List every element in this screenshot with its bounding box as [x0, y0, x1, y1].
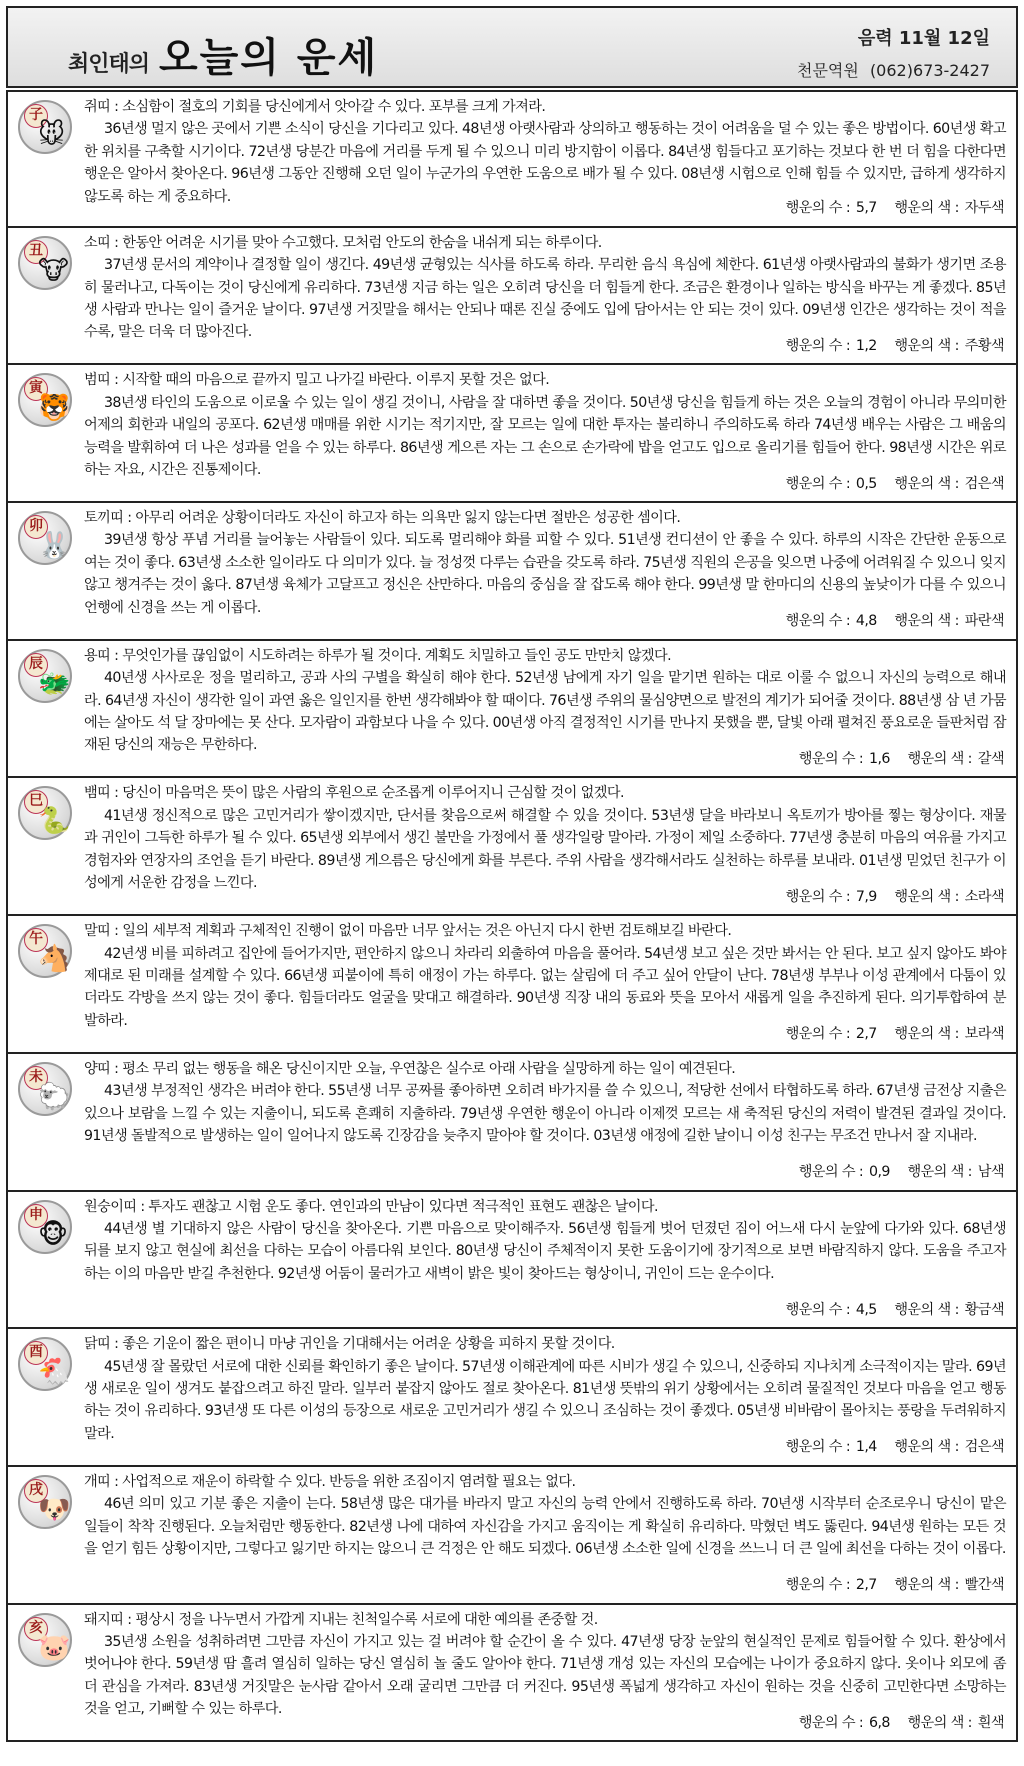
luck-number: 6,8: [869, 1714, 890, 1731]
zodiac-row: [6, 916, 1018, 1054]
zodiac-emblem: [8, 641, 84, 777]
luck-color-label: 행운의 색 :: [894, 1577, 963, 1594]
zodiac-row: [6, 1605, 1018, 1743]
contact-info: [791, 58, 990, 81]
luck-color: 갈색: [977, 751, 1004, 768]
zodiac-emblem: [8, 1054, 84, 1190]
zodiac-hanja-icon: 酉: [24, 1341, 48, 1365]
luck-number: 1,2: [855, 337, 877, 354]
luck-number: 5,7: [855, 200, 877, 217]
luck-color: 검은색: [964, 1439, 1004, 1456]
zodiac-body: 45년생 잘 몰랐던 서로에 대한 신뢰를 확인하기 좋은 날이다. 57년생 이해관계에 따른 시비가 생길 수 있으니, 신중하되 지나치게 소극적이지는 말라. 69년생 새로운 일이 생겨도 붙잡으려고 하진 말라. 일부러 붙잡지 않아도 절로 찾아온다. 81년생 뜻밖의 위기 상황에서는 오히려 물질적인 것보다 마음을 얻고 행동하는 것이 유리하다. 93년생 또 다른 이성의 등장으로 새로운 고민거리가 생길 수 있으니 조심하는 것이 좋겠다. 05년생 비바람이 몰아치는 풍랑을 두려워하지 말라.: [84, 1358, 1006, 1442]
luck-info: [784, 610, 1004, 632]
luck-number-label: 행운의 수 :: [785, 1439, 854, 1456]
zodiac-emblem: [8, 1467, 84, 1603]
luck-info: [784, 1436, 1004, 1458]
page-title: 오늘의 운세: [159, 35, 379, 81]
luck-info: [784, 473, 1004, 495]
luck-color-label: 행운의 색 :: [907, 1714, 976, 1731]
zodiac-animal-icon: 🐷: [38, 1632, 71, 1663]
zodiac-emblem: [8, 92, 84, 226]
zodiac-hanja-icon: 巳: [24, 790, 48, 814]
luck-number-label: 행운의 수 :: [798, 751, 868, 768]
header-banner: [6, 6, 1018, 88]
zodiac-headline: 닭띠 : 좋은 기운이 짧은 편이니 마냥 귀인을 기대해서는 어려운 상황을 피하지 못할 것이다.: [84, 1336, 615, 1353]
zodiac-animal-icon: 🐵: [38, 1219, 69, 1250]
zodiac-animal-icon: 🐲: [38, 668, 71, 699]
zodiac-row: [6, 1467, 1018, 1605]
zodiac-body: 35년생 소원을 성취하려면 그만큼 자신이 가지고 있는 걸 버려야 할 순간이 올 수 있다. 47년생 당장 눈앞의 현실적인 문제로 힘들어할 수 있다. 환상에서 벗어나야 한다. 59년생 땀 흘려 열심히 일하는 당신 열심히 놀 줄도 알아야 한다. 71년생 개성 있는 자신의 모습에는 나이가 중요하지 않다. 옷이나 외모에 좀 더 관심을 가져라. 83년생 거짓말은 눈사람 같아서 오래 굴리면 그만큼 더 커진다. 95년생 폭넓게 생각하고 자신이 원하는 것을 신중히 고민한다면 소망하는 것을 얻고, 기뻐할 수 있는 하루다.: [84, 1633, 1006, 1718]
luck-color: 빨간색: [964, 1577, 1004, 1594]
zodiac-body: 38년생 타인의 도움으로 이로울 수 있는 일이 생길 것이니, 사람을 잘 대하면 좋을 것이다. 50년생 당신을 힘들게 하는 것은 오늘의 경험이 아니라 무의미한 어제의 회한과 내일의 공포다. 62년생 매매를 위한 시기는 적기지만, 잘 모르는 일에 대한 투자는 불리하니 주의하도록 하라 74년생 배우는 사람은 그 배움의 능력을 발휘하여 더 나은 성과를 얻을 수 있는 하루다. 86년생 게으른 자는 그 손으로 손가락에 밥을 얻고도 입으로 올리기를 힘들어 한다. 98년생 시간은 위로하는 자요, 시간은 진통제이다.: [84, 394, 1006, 478]
zodiac-list: [6, 90, 1018, 1760]
zodiac-hanja-icon: 卯: [24, 515, 48, 539]
zodiac-animal-icon: 🐭: [38, 120, 66, 150]
luck-number-label: 행운의 수 :: [785, 613, 854, 630]
fortune-text: [84, 365, 1016, 501]
zodiac-body: 37년생 문서의 계약이나 결정할 일이 생긴다. 49년생 균형있는 식사를 하도록 하라. 무리한 음식 욕심에 체한다. 61년생 아랫사람과의 불화가 생기면 조용히 물러나고, 다독이는 것이 당신에게 유리하다. 73년생 지금 하는 일은 오히려 당신을 더 힘들게 한다. 조금은 환경이나 일하는 방식을 바꾸는 게 좋겠다. 85년생 사람과 만나는 일이 즐거운 날이다. 97년생 거짓말을 해서는 안되나 때론 진실 중에도 입에 담아서는 안 되는 것이 있다. 09년생 인간은 생각하는 것이 적을수록, 말은 더욱 더 많아진다.: [84, 257, 1006, 341]
zodiac-headline: 원숭이띠 : 투자도 괜찮고 시험 운도 좋다. 연인과의 만남이 있다면 적극적인 표현도 괜찮은 날이다.: [84, 1198, 658, 1215]
luck-info: [797, 1161, 1004, 1183]
luck-color: 검은색: [964, 475, 1004, 492]
zodiac-emblem: [8, 228, 84, 364]
phone-number: (062)673-2427: [869, 61, 990, 80]
luck-number-label: 행운의 수 :: [798, 1714, 868, 1731]
luck-number: 4,5: [855, 1301, 877, 1318]
zodiac-body: 46년 의미 있고 기분 좋은 지출이 는다. 58년생 많은 대가를 바라지 말고 자신의 능력 안에서 진행하도록 하라. 70년생 시작부터 순조로우니 당신이 맡은 일들이 착착 진행된다. 오늘처럼만 행동한다. 82년생 나에 대하여 자신감을 가지고 움직이는 게 확실히 유리하다. 막혔던 벽도 뚫린다. 94년생 원하는 모든 것을 얻기 힘든 상황이지만, 그렇다고 잃기만 하지는 않으니 큰 걱정은 안 해도 되겠다. 06년생 소소한 일에 신경을 쓰느니 더 큰 일에 최선을 다하는 것이 이롭다.: [84, 1496, 1006, 1558]
fortune-text: [84, 92, 1016, 226]
zodiac-animal-icon: 🐴: [38, 944, 71, 975]
org-name: 천문역원: [797, 61, 859, 80]
luck-color: 보라색: [964, 1026, 1004, 1043]
zodiac-row: [6, 365, 1018, 503]
zodiac-headline: 뱀띠 : 당신이 마음먹은 뜻이 많은 사람의 후원으로 순조롭게 이루어지니 근심할 것이 없겠다.: [84, 785, 624, 802]
zodiac-headline: 양띠 : 평소 무리 없는 행동을 해온 당신이지만 오늘, 우연찮은 실수로 아래 사람을 실망하게 하는 일이 예견된다.: [84, 1060, 736, 1077]
luck-number: 1,6: [869, 751, 890, 768]
luck-info: [784, 335, 1004, 357]
zodiac-hanja-icon: 寅: [24, 377, 48, 401]
luck-number-label: 행운의 수 :: [785, 200, 854, 217]
luck-color: 흰색: [977, 1714, 1004, 1731]
luck-color-label: 행운의 색 :: [894, 1026, 963, 1043]
luck-info: [784, 1299, 1004, 1321]
luck-number-label: 행운의 수 :: [785, 1301, 854, 1318]
zodiac-animal-icon: 🐶: [38, 1494, 71, 1525]
brand: [68, 26, 378, 83]
luck-info: [784, 1023, 1004, 1045]
zodiac-body: 44년생 별 기대하지 않은 사람이 당신을 찾아온다. 기쁜 마음으로 맞이해주자. 56년생 힘들게 벗어 던졌던 짐이 어느새 다시 눈앞에 다가와 있다. 68년생 뒤를 보지 않고 현실에 최선을 다하는 모습이 아름다워 보인다. 80년생 당신이 주체적이지 못한 도움이기에 장기적으로 보면 바람직하지 않다. 도움을 주고자 하는 이의 마음만 받길 추천한다. 92년생 어둠이 물러가고 새벽이 밝은 빛이 찾아드는 형상이니, 귀인이 드는 운수이다.: [84, 1220, 1006, 1282]
zodiac-body: 40년생 사사로운 정을 멀리하고, 공과 사의 구별을 확실히 해야 한다. 52년생 남에게 자기 일을 맡기면 원하는 대로 이룰 수 없으니 자신의 능력으로 해내라. 64년생 자신이 생각한 일이 과연 옳은 일인지를 한번 생각해봐야 할 때이다. 76년생 주위의 물심양면으로 발전의 계기가 되어줄 것이다. 88년생 삼 년 가뭄에는 살아도 석 달 장마에는 못 산다. 모자람이 과함보다 나을 수 있다. 00년생 아직 결정적인 시기를 만나지 못했을 뿐, 달빛 아래 펼쳐진 풍요로운 들판처럼 잠재된 당신의 재능은 무한하다.: [84, 670, 1006, 754]
zodiac-row: [6, 641, 1018, 779]
zodiac-hanja-icon: 子: [24, 104, 48, 128]
luck-number: 4,8: [855, 613, 877, 630]
luck-color-label: 행운의 색 :: [907, 751, 976, 768]
luck-number: 0,9: [869, 1164, 890, 1181]
zodiac-body: 41년생 정신적으로 많은 고민거리가 쌓이겠지만, 단서를 찾음으로써 해결할 수 있을 것이다. 53년생 달을 바라보니 옥토끼가 방아를 찧는 형상이다. 재물과 귀인이 그득한 하루가 될 수 있다. 65년생 외부에서 생긴 불만을 가정에서 풀 생각일랑 말아라. 가정이 제일 소중하다. 77년생 충분히 마음의 여유를 가지고 경험자와 연장자의 조언을 듣기 바란다. 89년생 게으름은 당신에게 화를 부른다. 주위 사람을 생각해서라도 실천하는 하루를 보내라. 01년생 믿었던 친구가 이성에게 서운한 감정을 느낀다.: [84, 807, 1006, 892]
luck-color: 황금색: [964, 1301, 1004, 1318]
luck-number-label: 행운의 수 :: [785, 1577, 854, 1594]
zodiac-row: [6, 1192, 1018, 1330]
zodiac-emblem: [8, 1605, 84, 1741]
zodiac-hanja-icon: 亥: [24, 1617, 48, 1641]
fortune-text: [84, 1467, 1016, 1603]
luck-number: 2,7: [855, 1577, 877, 1594]
zodiac-animal-icon: 🐔: [38, 1357, 71, 1388]
zodiac-hanja-icon: 戌: [24, 1479, 48, 1503]
author-name: 최인태의: [68, 52, 150, 77]
zodiac-emblem: [8, 916, 84, 1052]
zodiac-headline: 개띠 : 사업적으로 재운이 하락할 수 있다. 반등을 위한 조짐이지 염려할 필요는 없다.: [84, 1473, 576, 1490]
zodiac-headline: 범띠 : 시작할 때의 마음으로 끝까지 밀고 나가길 바란다. 이루지 못할 것은 없다.: [84, 372, 550, 389]
luck-color-label: 행운의 색 :: [894, 200, 963, 217]
zodiac-hanja-icon: 午: [24, 928, 48, 952]
fortune-text: [84, 916, 1016, 1052]
zodiac-row: [6, 90, 1018, 228]
luck-color-label: 행운의 색 :: [894, 337, 963, 354]
zodiac-hanja-icon: 辰: [24, 653, 48, 677]
zodiac-body: 42년생 비를 피하려고 집안에 들어가지만, 편안하지 않으니 차라리 외출하여 마음을 풀어라. 54년생 보고 싶은 것만 봐서는 안 된다. 보고 싶지 않아도 봐야 제대로 된 미래를 설계할 수 있다. 66년생 피붙이에 특히 애정이 가는 하루다. 없는 살림에 더 주고 싶어 안달이 난다. 78년생 부부나 이성 관계에서 다툼이 있더라도 각방을 쓰지 않는 것이 좋다. 힘들더라도 얼굴을 맞대고 해결하라. 90년생 직장 내의 동료와 뜻을 모아서 새롭게 일을 추진하게 된다. 의기투합하여 분발하라.: [84, 945, 1006, 1029]
zodiac-row: [6, 1329, 1018, 1467]
zodiac-emblem: [8, 365, 84, 501]
luck-color: 파란색: [964, 613, 1004, 630]
zodiac-animal-icon: 🐮: [38, 255, 69, 286]
luck-color-label: 행운의 색 :: [907, 1164, 976, 1181]
luck-number-label: 행운의 수 :: [785, 475, 854, 492]
zodiac-headline: 쥐띠 : 소심함이 절호의 기회를 당신에게서 앗아갈 수 있다. 포부를 크게 가져라.: [84, 99, 546, 115]
luck-color: 주황색: [964, 337, 1004, 354]
zodiac-headline: 소띠 : 한동안 어려운 시기를 맞아 수고했다. 모처럼 안도의 한숨을 내쉬게 되는 하루이다.: [84, 234, 602, 251]
luck-color: 자두색: [964, 200, 1004, 217]
luck-color-label: 행운의 색 :: [894, 1301, 963, 1318]
fortune-text: [84, 778, 1016, 914]
fortune-text: [84, 1192, 1016, 1328]
zodiac-emblem: [8, 1192, 84, 1328]
fortune-text: [84, 1054, 1016, 1190]
zodiac-body: 43년생 부정적인 생각은 버려야 한다. 55년생 너무 공짜를 좋아하면 오히려 바가지를 쓸 수 있으니, 적당한 선에서 타협하도록 하라. 67년생 금전상 지출은 있으나 보람을 느낄 수 있는 지출이니, 되도록 흔쾌히 지출하라. 79년생 우연한 행운이 아니라 이제껏 모르는 새 축적된 당신의 저력이 발견된 결과일 것이다. 91년생 돌발적으로 발생하는 일이 일어나지 않도록 긴장감을 늦추지 말아야 할 것이다. 03년생 애정에 길한 날이니 이성 친구는 무조건 만나서 잘 지내라.: [84, 1083, 1006, 1145]
zodiac-body: 39년생 항상 푸념 거리를 늘어놓는 사람들이 있다. 되도록 멀리해야 화를 피할 수 있다. 51년생 컨디션이 안 좋을 수 있다. 하루의 시작은 간단한 운동으로 여는 것이 좋다. 63년생 소소한 일이라도 다 의미가 있다. 늘 정성껏 다루는 습관을 갖도록 하라. 75년생 직원의 은공을 잊으면 나중에 어려워질 수 있으니 잊지 않고 챙겨주는 것이 옳다. 87년생 육체가 고달프고 정신은 산만하다. 마음의 중심을 잘 잡도록 해야 한다. 99년생 말 한마디의 신용의 높낮이가 다를 수 있으니 언행에 신경을 쓰는 게 이롭다.: [84, 532, 1006, 616]
zodiac-emblem: [8, 1329, 84, 1465]
zodiac-hanja-icon: 丑: [24, 240, 48, 264]
luck-color-label: 행운의 색 :: [894, 613, 963, 630]
zodiac-row: [6, 1054, 1018, 1192]
zodiac-row: [6, 503, 1018, 641]
luck-info: [784, 197, 1004, 219]
luck-number-label: 행운의 수 :: [798, 1164, 868, 1181]
fortune-text: [84, 228, 1016, 364]
zodiac-emblem: [8, 503, 84, 639]
lunar-date: 음력 11월 12일: [857, 28, 990, 49]
zodiac-headline: 토끼띠 : 아무리 어려운 상황이더라도 자신이 하고자 하는 의욕만 잃지 않는다면 절반은 성공한 셈이다.: [84, 510, 681, 527]
luck-number-label: 행운의 수 :: [785, 888, 854, 905]
fortune-text: [84, 503, 1016, 639]
luck-number: 2,7: [855, 1026, 877, 1043]
luck-info: [784, 886, 1004, 908]
luck-color: 소라색: [964, 888, 1004, 905]
luck-number-label: 행운의 수 :: [785, 1026, 854, 1043]
zodiac-hanja-icon: 未: [24, 1066, 48, 1090]
luck-number: 7,9: [855, 888, 877, 905]
zodiac-headline: 말띠 : 일의 세부적 계획과 구체적인 진행이 없이 마음만 너무 앞서는 것은 아닌지 다시 한번 검토해보길 바란다.: [84, 923, 732, 940]
luck-number-label: 행운의 수 :: [785, 337, 854, 354]
zodiac-headline: 용띠 : 무엇인가를 끊임없이 시도하려는 하루가 될 것이다. 계획도 치밀하고 들인 공도 만만치 않겠다.: [84, 647, 672, 664]
luck-info: [797, 748, 1004, 770]
zodiac-body: 36년생 멀지 않은 곳에서 기쁜 소식이 당신을 기다리고 있다. 48년생 아랫사람과 상의하고 행동하는 것이 어려움을 덜 수 있는 좋은 방법이다. 60년생 확고한 위치를 구축할 시기이다. 72년생 당분간 마음에 거리를 두게 될 수 있으니 미리 방지함이 이롭다. 84년생 힘들다고 포기하는 것보다 한 번 더 힘을 다한다면 행운은 알아서 찾아온다. 96년생 그동안 진행해 오던 일이 누군가의 우연한 도움으로 배가 될 수 있다. 08년생 시험으로 인해 힘들 수 있지만, 급하게 생각하지 않도록 하는 게 중요하다.: [84, 121, 1006, 205]
fortune-text: [84, 1605, 1016, 1741]
fortune-text: [84, 641, 1016, 777]
zodiac-headline: 돼지띠 : 평상시 정을 나누면서 가깝게 지내는 친척일수록 서로에 대한 예의를 존중할 것.: [84, 1611, 598, 1628]
luck-color-label: 행운의 색 :: [894, 888, 963, 905]
luck-number: 0,5: [855, 475, 877, 492]
luck-color: 남색: [977, 1164, 1004, 1181]
zodiac-animal-icon: 🐰: [38, 531, 71, 562]
luck-number: 1,4: [855, 1439, 877, 1456]
zodiac-animal-icon: 🐑: [38, 1081, 71, 1112]
luck-info: [784, 1574, 1004, 1596]
luck-color-label: 행운의 색 :: [894, 475, 963, 492]
zodiac-animal-icon: 🐯: [38, 393, 71, 424]
zodiac-hanja-icon: 申: [24, 1204, 48, 1228]
luck-info: [797, 1712, 1004, 1734]
fortune-text: [84, 1329, 1016, 1465]
luck-color-label: 행운의 색 :: [894, 1439, 963, 1456]
zodiac-row: [6, 228, 1018, 366]
zodiac-animal-icon: 🐍: [38, 806, 71, 837]
zodiac-row: [6, 778, 1018, 916]
zodiac-emblem: [8, 778, 84, 914]
